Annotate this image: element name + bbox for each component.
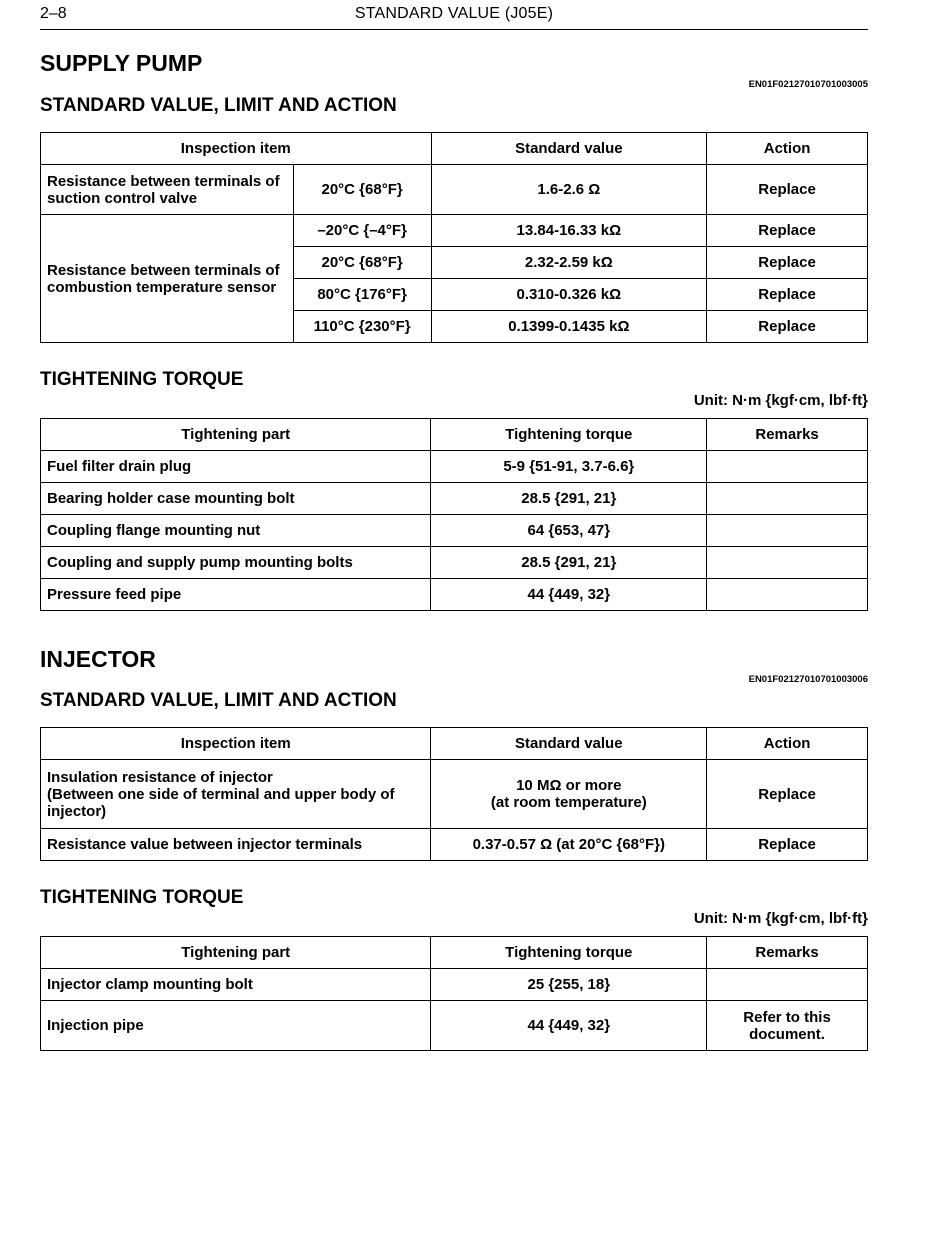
cell-part: Bearing holder case mounting bolt	[41, 483, 431, 515]
cell-action: Replace	[707, 829, 868, 861]
cell-part: Coupling flange mounting nut	[41, 515, 431, 547]
subtitle-standard-value: STANDARD VALUE, LIMIT AND ACTION	[40, 95, 397, 116]
injector-torque-table	[40, 936, 868, 1051]
section-title-supply-pump: SUPPLY PUMP	[40, 50, 203, 76]
cell-part: Fuel filter drain plug	[41, 451, 431, 483]
table-row	[41, 215, 868, 247]
header-standard-value: Standard value	[431, 133, 707, 165]
table-row	[41, 451, 868, 483]
cell-item: Resistance between terminals of suction control valve	[41, 165, 294, 215]
cell-value: 2.32-2.59 kΩ	[431, 247, 707, 279]
subtitle-standard-value: STANDARD VALUE, LIMIT AND ACTION	[40, 690, 397, 711]
cell-remarks	[707, 547, 868, 579]
cell-remarks-line: document.	[749, 1025, 825, 1043]
table-row	[41, 829, 868, 861]
table-header-row	[41, 133, 868, 165]
cell-condition: 20°C {68°F}	[293, 165, 431, 215]
cell-part: Coupling and supply pump mounting bolts	[41, 547, 431, 579]
injector-standard-table	[40, 727, 868, 861]
doc-id-supply-pump: EN01F02127010701003005	[748, 79, 868, 90]
table-row	[41, 547, 868, 579]
cell-condition: –20°C {–4°F}	[293, 215, 431, 247]
header-inspection-item: Inspection item	[41, 133, 432, 165]
header-inspection-item: Inspection item	[41, 728, 431, 760]
cell-remarks	[707, 1001, 868, 1051]
table-row	[41, 969, 868, 1001]
page-header	[40, 0, 868, 30]
unit-label: Unit: N·m {kgf·cm, lbf·ft}	[693, 910, 868, 927]
table-row	[41, 760, 868, 829]
cell-value: 0.1399-0.1435 kΩ	[431, 311, 707, 343]
cell-item-line: Insulation resistance of injector	[47, 768, 273, 786]
cell-remarks	[707, 969, 868, 1001]
cell-torque: 5-9 {51-91, 3.7-6.6}	[431, 451, 707, 483]
cell-action: Replace	[707, 279, 868, 311]
cell-value: 0.310-0.326 kΩ	[431, 279, 707, 311]
page-title: STANDARD VALUE (J05E)	[354, 5, 554, 22]
cell-action: Replace	[707, 215, 868, 247]
cell-torque: 44 {449, 32}	[431, 579, 707, 611]
cell-torque: 44 {449, 32}	[431, 1001, 707, 1051]
cell-value: 0.37-0.57 Ω (at 20°C {68°F})	[431, 829, 707, 861]
header-tightening-torque: Tightening torque	[431, 937, 707, 969]
supply-pump-standard-table	[40, 132, 868, 343]
header-remarks: Remarks	[707, 419, 868, 451]
cell-value	[431, 760, 707, 829]
cell-torque: 25 {255, 18}	[431, 969, 707, 1001]
table-header-row	[41, 937, 868, 969]
doc-id-injector: EN01F02127010701003006	[748, 674, 868, 685]
table-row	[41, 483, 868, 515]
cell-part: Pressure feed pipe	[41, 579, 431, 611]
cell-remarks	[707, 579, 868, 611]
cell-remarks	[707, 451, 868, 483]
cell-value-line: (at room temperature)	[490, 794, 647, 811]
header-remarks: Remarks	[707, 937, 868, 969]
subtitle-tightening-torque: TIGHTENING TORQUE	[40, 887, 244, 908]
cell-item: Resistance between terminals of combustion temperature sensor	[41, 215, 294, 343]
unit-label: Unit: N·m {kgf·cm, lbf·ft}	[693, 392, 868, 409]
table-row	[41, 165, 868, 215]
cell-torque: 28.5 {291, 21}	[431, 547, 707, 579]
cell-action: Replace	[707, 311, 868, 343]
cell-item-line: (Between one side of terminal and upper body of injector)	[47, 785, 395, 820]
table-header-row	[41, 419, 868, 451]
table-row	[41, 579, 868, 611]
cell-action: Replace	[707, 760, 868, 829]
table-row	[41, 1001, 868, 1051]
cell-condition: 20°C {68°F}	[293, 247, 431, 279]
header-tightening-torque: Tightening torque	[431, 419, 707, 451]
page	[40, 0, 868, 1043]
header-action: Action	[707, 133, 868, 165]
cell-value: 13.84-16.33 kΩ	[431, 215, 707, 247]
cell-action: Replace	[707, 165, 868, 215]
section-title-injector: INJECTOR	[40, 646, 156, 672]
cell-remarks-line: Refer to this	[743, 1008, 831, 1026]
cell-torque: 64 {653, 47}	[431, 515, 707, 547]
cell-item	[41, 760, 431, 829]
page-number: 2–8	[40, 5, 67, 22]
header-tightening-part: Tightening part	[41, 937, 431, 969]
cell-item: Resistance value between injector terminals	[41, 829, 431, 861]
table-header-row	[41, 728, 868, 760]
subtitle-tightening-torque: TIGHTENING TORQUE	[40, 369, 244, 390]
cell-value-line: 10 MΩ or more	[516, 777, 622, 794]
cell-action: Replace	[707, 247, 868, 279]
cell-condition: 80°C {176°F}	[293, 279, 431, 311]
cell-part: Injection pipe	[41, 1001, 431, 1051]
header-standard-value: Standard value	[431, 728, 707, 760]
table-row	[41, 515, 868, 547]
header-tightening-part: Tightening part	[41, 419, 431, 451]
cell-condition: 110°C {230°F}	[293, 311, 431, 343]
cell-remarks	[707, 515, 868, 547]
supply-pump-torque-table	[40, 418, 868, 611]
cell-torque: 28.5 {291, 21}	[431, 483, 707, 515]
cell-remarks	[707, 483, 868, 515]
cell-part: Injector clamp mounting bolt	[41, 969, 431, 1001]
cell-value: 1.6-2.6 Ω	[431, 165, 707, 215]
header-action: Action	[707, 728, 868, 760]
